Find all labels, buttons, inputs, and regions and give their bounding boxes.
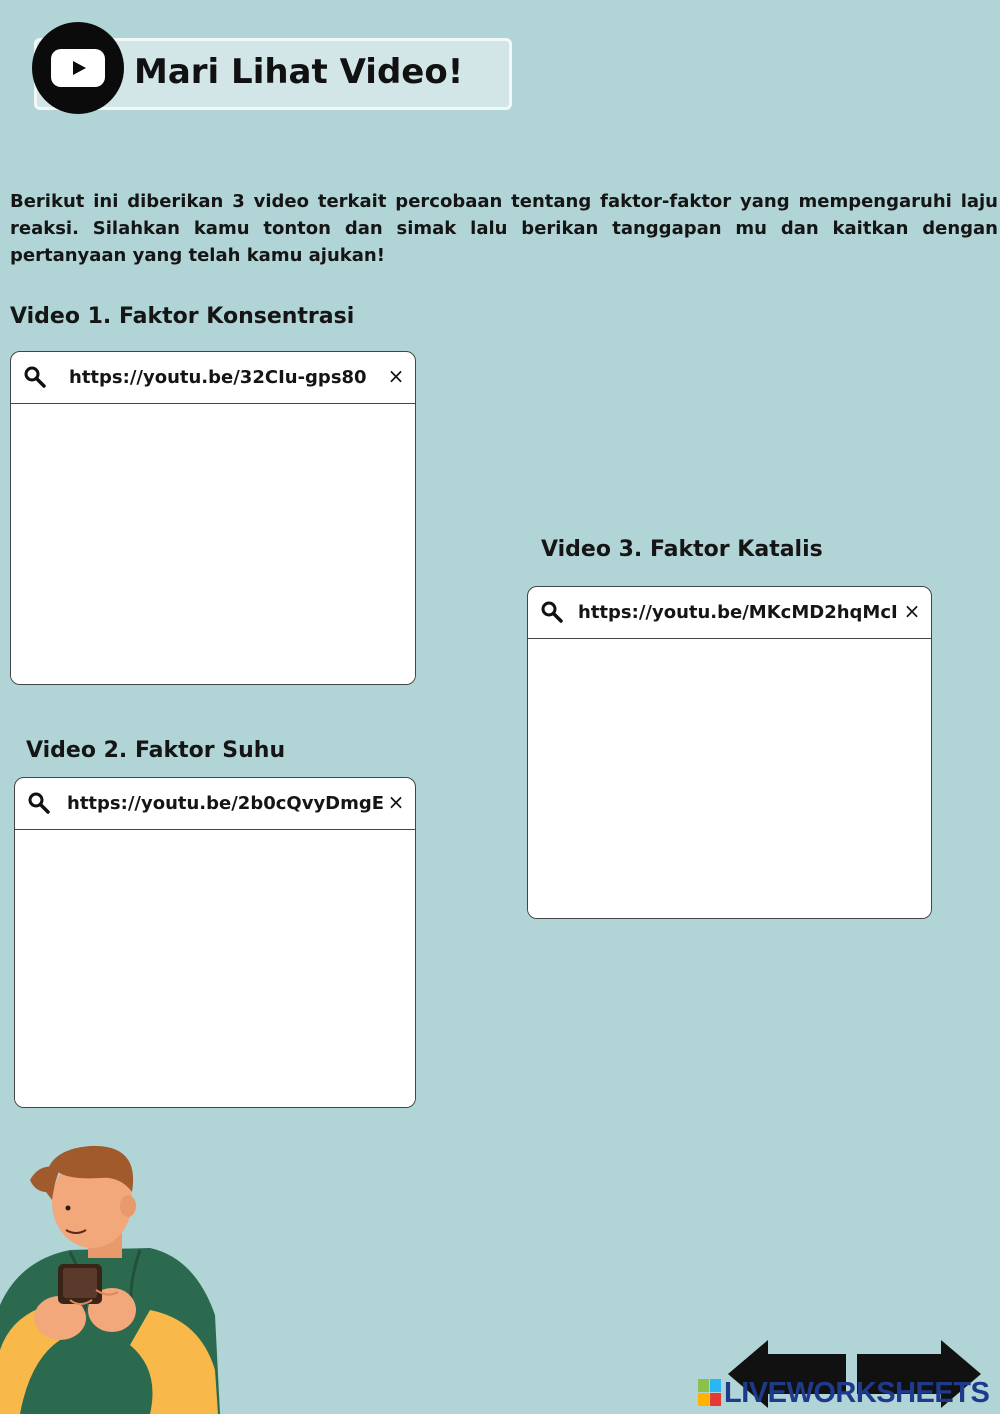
video-2-heading: Video 2. Faktor Suhu — [26, 738, 286, 763]
video-1-search-bar[interactable] — [11, 352, 415, 404]
video-1-heading: Video 1. Faktor Konsentrasi — [10, 304, 355, 329]
intro-paragraph: Berikut ini diberikan 3 video terkait percobaan tentang faktor-faktor yang mempengaruhi laju reaksi. Silahkan kamu tonton dan simak lalu berikan tanggapan mu dan kaitkan dengan pertanyaan yang telah kamu ajukan! — [10, 191, 998, 266]
liveworksheets-logo — [698, 1376, 989, 1410]
video-2-card — [14, 777, 416, 1108]
video-2-url[interactable]: https://youtu.be/2b0cQvyDmgE — [67, 793, 385, 814]
video-3-url[interactable]: https://youtu.be/MKcMD2hqMcI — [578, 602, 898, 623]
video-1-url[interactable]: https://youtu.be/32CIu-gps80 — [69, 367, 367, 388]
close-icon[interactable]: × — [387, 790, 405, 814]
video-1-player[interactable] — [11, 404, 415, 684]
video-3-card — [527, 586, 932, 919]
page-title: Mari Lihat Video! — [134, 52, 464, 92]
video-3-heading: Video 3. Faktor Katalis — [541, 537, 823, 562]
video-2-player[interactable] — [15, 830, 415, 1107]
brand-name: LIVEWORKSHEETS — [724, 1377, 990, 1409]
video-3-search-bar[interactable] — [528, 587, 931, 639]
live-badge-icon — [698, 1379, 722, 1407]
video-1-card — [10, 351, 416, 685]
close-icon[interactable]: × — [903, 599, 921, 623]
youtube-logo — [32, 22, 124, 114]
search-icon — [540, 600, 564, 624]
video-3-player[interactable] — [528, 639, 931, 918]
video-2-search-bar[interactable] — [15, 778, 415, 830]
search-icon — [23, 365, 47, 389]
search-icon — [27, 791, 51, 815]
close-icon[interactable]: × — [387, 364, 405, 388]
youtube-play-icon — [51, 49, 105, 87]
person-with-phone-illustration — [0, 1140, 230, 1414]
